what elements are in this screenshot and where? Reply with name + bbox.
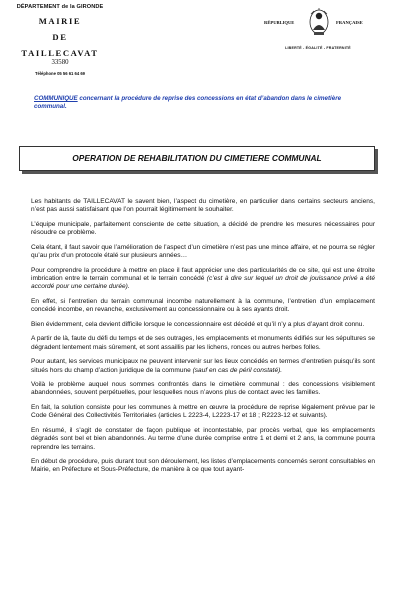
communique-lead: COMMUNIQUE <box>34 95 78 102</box>
mairie-header <box>0 4 120 76</box>
paragraph: En début de procédure, puis durant tout son déroulement, les listes d’emplacements concernés seront consultables en Mairie, en Préfecture et Sous-Préfecture, de manière à ce que tout ayant- <box>31 458 375 474</box>
title-box <box>19 146 375 171</box>
document-title: OPERATION DE REHABILITATION DU CIMETIERE COMMUNAL <box>72 153 322 163</box>
communique-text: concernant la procédure de reprise des concessions en état d’abandon dans le cimetière communal. <box>34 95 342 111</box>
department-label: DÉPARTEMENT de la GIRONDE <box>16 4 104 10</box>
paragraph: En résumé, il s’agit de constater de façon publique et incontestable, par procès verbal, que les emplacements dégradés sont bel et bien abandonnés. Au terme d’une durée comprise entre 1 et demi et 2 ans, la commune pourra reprendre les terrains. <box>31 426 375 451</box>
telephone-number: Téléphone 05 56 61 64 69 <box>34 71 86 76</box>
paragraph: En fait, la solution consiste pour les communes à mettre en œuvre la procédure de reprise légalement prévue par le Code Général des Collectivités Territoriales (articles L 2223-4, L2223-17 et 18 ; R2223-12 et suivants). <box>31 404 375 420</box>
paragraph: Les habitants de TAILLECAVAT le savent bien, l’aspect du cimetière, en particulier dans certains secteurs anciens, n’est pas aussi satisfaisant que l’on pourrait légitimement le souhaiter. <box>31 198 375 214</box>
paragraph: Voilà le problème auquel nous sommes confrontés dans le cimetière communal : des concessions visiblement abandonnées, souvent perpétuelles, pour lesquelles nous n’avons plus de contact avec les familles. <box>31 381 375 397</box>
communique-intro <box>34 95 364 111</box>
mairie-title-line3: TAILLECAVAT <box>21 48 99 58</box>
document-body <box>31 198 375 481</box>
postal-code: 33580 <box>51 59 69 66</box>
paragraph: Pour comprendre la procédure à mettre en place il faut apprécier une des particularités de ce site, qui est une étroite imbrication entre le terrain communal et le terrain concédé (c’est à dire sur lequel un droit de jouissance privé a été accordé pour une certaine durée). <box>31 266 375 291</box>
republic-logo <box>262 8 374 48</box>
republic-right-word: FRANÇAISE <box>336 20 363 25</box>
mairie-title-line2: DE <box>52 32 68 42</box>
paragraph: L’équipe municipale, parfaitement consciente de cette situation, a décidé de prendre les mesures nécessaires pour résoudre ce problème. <box>31 220 375 237</box>
republic-left-word: RÉPUBLIQUE <box>264 20 295 25</box>
republic-motto: LIBERTÉ - ÉGALITÉ - FRATERNITÉ <box>285 46 351 50</box>
paragraph: En effet, si l’entretien du terrain communal incombe naturellement à la commune, l’entretien d’un emplacement concédé incombe, en revanche, exclusivement au concessionnaire ou à ses ayants droit. <box>31 297 375 314</box>
paragraph: Pour autant, les services municipaux ne peuvent intervenir sur les lieux concédés en termes d’entretien puisqu’ils sont situés hors du champ d’action juridique de la commune (sauf en cas de péril constaté). <box>31 358 375 374</box>
paragraph: Bien évidemment, cela devient difficile lorsque le concessionnaire est décédé et qu’il n’y a plus d’ayant droit connu. <box>31 320 365 328</box>
marianne-seal-icon <box>308 8 330 38</box>
paragraph: Cela étant, il faut savoir que l’amélioration de l’aspect d’un cimetière n’est pas une mince affaire, et ne pourra se régler qu’au prix d’un protocole étalé sur plusieurs années… <box>31 243 375 260</box>
mairie-title-line1: MAIRIE <box>38 16 82 26</box>
paragraph: A partir de là, faute du défi du temps et de ses outrages, les emplacements et monuments édifiés sur les sépultures se dégradent lentement mais sûrement, et sont assaillis par les lichens, ronces ou autres herbes folles. <box>31 335 375 351</box>
